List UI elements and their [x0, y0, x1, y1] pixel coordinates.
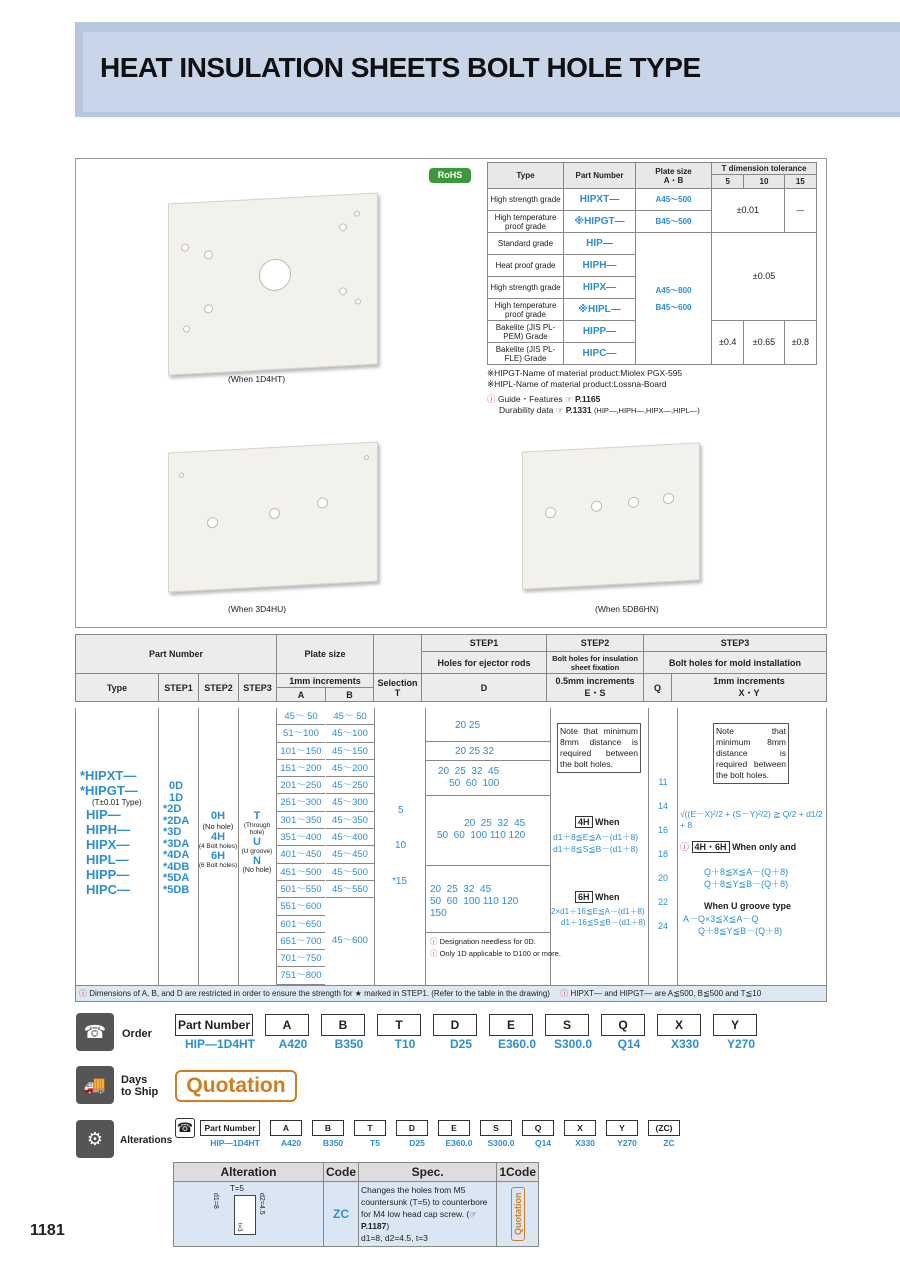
step3-cond: Q＋8≦X≦A－(Q＋8) Q＋8≦Y≦B－(Q＋8) — [704, 867, 789, 889]
order-value: D25 — [449, 1037, 472, 1051]
d-range-2: 20 25 32 — [455, 746, 494, 757]
q-values: 11 14 16 18 20 22 24 — [657, 777, 668, 931]
order-box: B — [312, 1120, 344, 1136]
order-label: Order — [122, 1028, 152, 1040]
alterations-label: Alterations — [120, 1135, 173, 1146]
step1-list: 0D 1D *2D *2DA *3D *3DA *4DA *4DB *5DA *5DB — [163, 780, 190, 896]
order-box: E — [438, 1120, 470, 1136]
b-range: 45～550 — [326, 881, 374, 898]
order-boxes — [175, 1014, 745, 1036]
order-box: Part Number — [200, 1120, 260, 1136]
order-value: T5 — [370, 1138, 380, 1148]
quotation-badge: Quotation — [175, 1070, 297, 1102]
order-value: E360.0 — [445, 1138, 473, 1148]
order-box: A — [265, 1014, 309, 1036]
d-range-5: 20 25 32 45 50 60 100 110 120 150 — [430, 884, 519, 919]
order-box: Y — [713, 1014, 757, 1036]
plate-image-2 — [168, 441, 378, 592]
order-value: E360.0 — [497, 1037, 537, 1051]
order-box: S — [480, 1120, 512, 1136]
order-box: Y — [606, 1120, 638, 1136]
spec-table-wrap — [487, 162, 817, 416]
order-value: HIP—1D4HT — [210, 1138, 260, 1148]
d-notes: ⓘ Designation needless for 0D. ⓘ Only 1D applicable to D100 or more. — [430, 937, 561, 958]
cond-6h: 2×d1＋16≦E≦A－(d1＋8) d1＋16≦S≦B－(d1＋8) — [551, 907, 646, 927]
b-range: 45～300 — [326, 794, 374, 811]
a-range: 251～300 — [277, 794, 325, 811]
order-value: Y270 — [726, 1037, 756, 1051]
b-range: 45～250 — [326, 777, 374, 794]
caption-2: (When 3D4HU) — [228, 604, 287, 614]
order-value: ZC — [663, 1138, 675, 1148]
d-range-3: 20 25 32 45 50 60 100 — [438, 766, 500, 789]
a-range: 551～600 — [277, 898, 325, 915]
order-value: A420 — [278, 1037, 308, 1051]
order-value: S300.0 — [487, 1138, 515, 1148]
order-value: B350 — [322, 1138, 344, 1148]
cond-4h: d1＋8≦E≦A－(d1＋8) d1＋8≦S≦B－(d1＋8) — [553, 832, 639, 854]
order-box: X — [657, 1014, 701, 1036]
order-box: T — [354, 1120, 386, 1136]
order-value: A420 — [280, 1138, 302, 1148]
a-range: 45～ 50 — [277, 708, 325, 725]
b-range: 45～500 — [326, 864, 374, 881]
truck-icon: 🚚 — [76, 1066, 114, 1104]
order-values — [175, 1037, 756, 1051]
a-range: 701～750 — [277, 950, 325, 967]
page-number: 1181 — [30, 1222, 65, 1239]
caption-3: (When 5DB6HN) — [595, 604, 659, 614]
a-range: 401～450 — [277, 846, 325, 863]
order-box: D — [433, 1014, 477, 1036]
order-value: B350 — [334, 1037, 364, 1051]
order-box: T — [377, 1014, 421, 1036]
b-range: 45～150 — [326, 743, 374, 760]
a-range: 201～250 — [277, 777, 325, 794]
step2-list: 0H (No hole) 4H (4 Bolt holes) 6H (6 Bolt holes) — [198, 810, 238, 869]
when-6h: 6H When — [575, 892, 620, 902]
type-list: *HIPXT— *HIPGT— (T±0.01 Type) HIP— HIPH— HIPX— HIPL— HIPP— HIPC— — [80, 768, 142, 897]
b-range: 45～100 — [326, 725, 374, 742]
order-box: Part Number — [175, 1014, 253, 1036]
order-box: B — [321, 1014, 365, 1036]
selection-table: Part Number Plate size STEP1 STEP2 STEP3 Holes for ejector rods Bolt holes for insulation sheet fixation Bolt holes for mold installation Type STEP1 STEP2 STEP3 1mm increments Selection T D 0.5mm increments E・S Q 1mm increments X・Y A B — [75, 634, 827, 702]
alt-boxes — [200, 1120, 720, 1136]
phone-small-icon: ☎ — [175, 1118, 195, 1138]
t-5: 5 — [398, 805, 404, 816]
spec-table: Type Part Number Plate size A・B T dimension tolerance 5 10 15 High strength grade HIPXT— A45～500 ±0.01 — High temperature proof grade ※HIPGT— B45～500 Standard grade HIP— A45～800 B45～600 ±0.05 Heat proof grade HIPH— High strength grade HIPX— High temperature proof grade ※HIPL— Bakelite (JIS PL-PEM) Grade HIPP— ±0.4 ±0.65 ±0.8 Bakelite (JIS PL-FLE) Grade HIPC— — [487, 162, 817, 365]
a-column — [277, 708, 325, 985]
a-range: 101～150 — [277, 743, 325, 760]
order-value: HIP—1D4HT — [184, 1037, 255, 1051]
formula: √((E－X)²/2 + (S－Y)²/2) ≧ Q/2 + d1/2 + 8 — [680, 809, 823, 830]
note-step2: Note that minimum 8mm distance is required between the bolt holes. — [557, 723, 641, 773]
order-value: Q14 — [617, 1037, 641, 1051]
t-10: 10 — [395, 840, 407, 851]
plate-image-1 — [168, 192, 378, 375]
selection-table-wrap — [75, 634, 827, 702]
b-range: 45～400 — [326, 829, 374, 846]
a-range: 151～200 — [277, 760, 325, 777]
order-box: S — [545, 1014, 589, 1036]
order-box: Q — [601, 1014, 645, 1036]
u-groove-cond: A－Q×3≦X≦A－Q Q＋8≦Y≦B－(Q＋8) — [683, 914, 783, 936]
order-value: T10 — [394, 1037, 416, 1051]
b-range: 45～350 — [326, 812, 374, 829]
rohs-badge: RoHS — [429, 168, 471, 183]
a-range: 651～700 — [277, 933, 325, 950]
a-range: 301～350 — [277, 812, 325, 829]
when-only: ⓘ 4H・6H When only and — [680, 842, 797, 852]
order-box: (ZC) — [648, 1120, 680, 1136]
order-value: Y270 — [617, 1138, 637, 1148]
a-range: 501～550 — [277, 881, 325, 898]
order-value: Q14 — [534, 1138, 552, 1148]
spec-note-2: ※HIPL-Name of material product:Lossna-Board — [487, 379, 667, 389]
b-range: 45～ 50 — [326, 708, 374, 725]
order-box: Q — [522, 1120, 554, 1136]
a-range: 51～100 — [277, 725, 325, 742]
page-title: HEAT INSULATION SHEETS BOLT HOLE TYPE — [100, 52, 701, 83]
alt-values — [200, 1138, 720, 1150]
order-box: A — [270, 1120, 302, 1136]
alteration-table-wrap — [173, 1162, 539, 1247]
a-range: 751～800 — [277, 967, 325, 984]
note-step3: Note that minimum 8mm distance is required between the bolt holes. — [713, 723, 789, 784]
b-range: 45～600 — [332, 935, 368, 947]
footnote-bar: ⓘ Dimensions of A, B, and D are restricted in order to ensure the strength for ★ marked in STEP1. (Refer to the table in the drawing) ⓘ HIPXT— and HIPGT— are A≦500, B≦500 and T≦10 — [75, 986, 827, 1002]
plate-image-3 — [522, 442, 700, 589]
b-column — [326, 708, 374, 985]
durability-line[interactable]: Durability data ☞ P.1331 (HIP—,HIPH—,HIPX—,HIPL—) — [499, 405, 700, 415]
when-4h: 4H When — [575, 817, 620, 827]
u-groove-label: When U groove type — [704, 901, 792, 911]
order-value: S300.0 — [553, 1037, 593, 1051]
order-value: D25 — [409, 1138, 425, 1148]
b-range: 45～450 — [326, 846, 374, 863]
t-15: *15 — [392, 876, 408, 887]
order-box: E — [489, 1014, 533, 1036]
alteration-table: Alteration Code Spec. 1Code T=5 d2=4.5 d1=8 t=3 ZC Changes the holes from M5 countersunk (T=5) to counterbore for M4 low head cap screw. (☞ P.1187) d1=8, d2=4.5, t=3 Quotation — [173, 1162, 539, 1247]
step3-list: T (Through hole) U (U groove) N (No hole) — [241, 810, 273, 874]
caption-1: (When 1D4HT) — [228, 374, 286, 384]
order-value: X330 — [575, 1138, 595, 1148]
a-range: 451～500 — [277, 864, 325, 881]
d-range-1: 20 25 — [455, 720, 481, 731]
order-value: X330 — [670, 1037, 700, 1051]
order-box: X — [564, 1120, 596, 1136]
drill-icon: ⚙ — [76, 1120, 114, 1158]
a-range: 351～400 — [277, 829, 325, 846]
days-label: Days to Ship — [121, 1074, 159, 1098]
b-range: 45～200 — [326, 760, 374, 777]
info-icon: ⓘ — [487, 394, 496, 404]
spec-note-1: ※HIPGT-Name of material product:Miolex PGX-595 — [487, 368, 683, 378]
order-box: D — [396, 1120, 428, 1136]
d-range-4: 20 25 32 45 50 60 100 110 120 — [437, 818, 526, 841]
guide-line[interactable]: ⓘ Guide・Features ☞ P.1165 — [487, 394, 601, 404]
a-range: 601～650 — [277, 916, 325, 933]
phone-icon: ☎ — [76, 1013, 114, 1051]
